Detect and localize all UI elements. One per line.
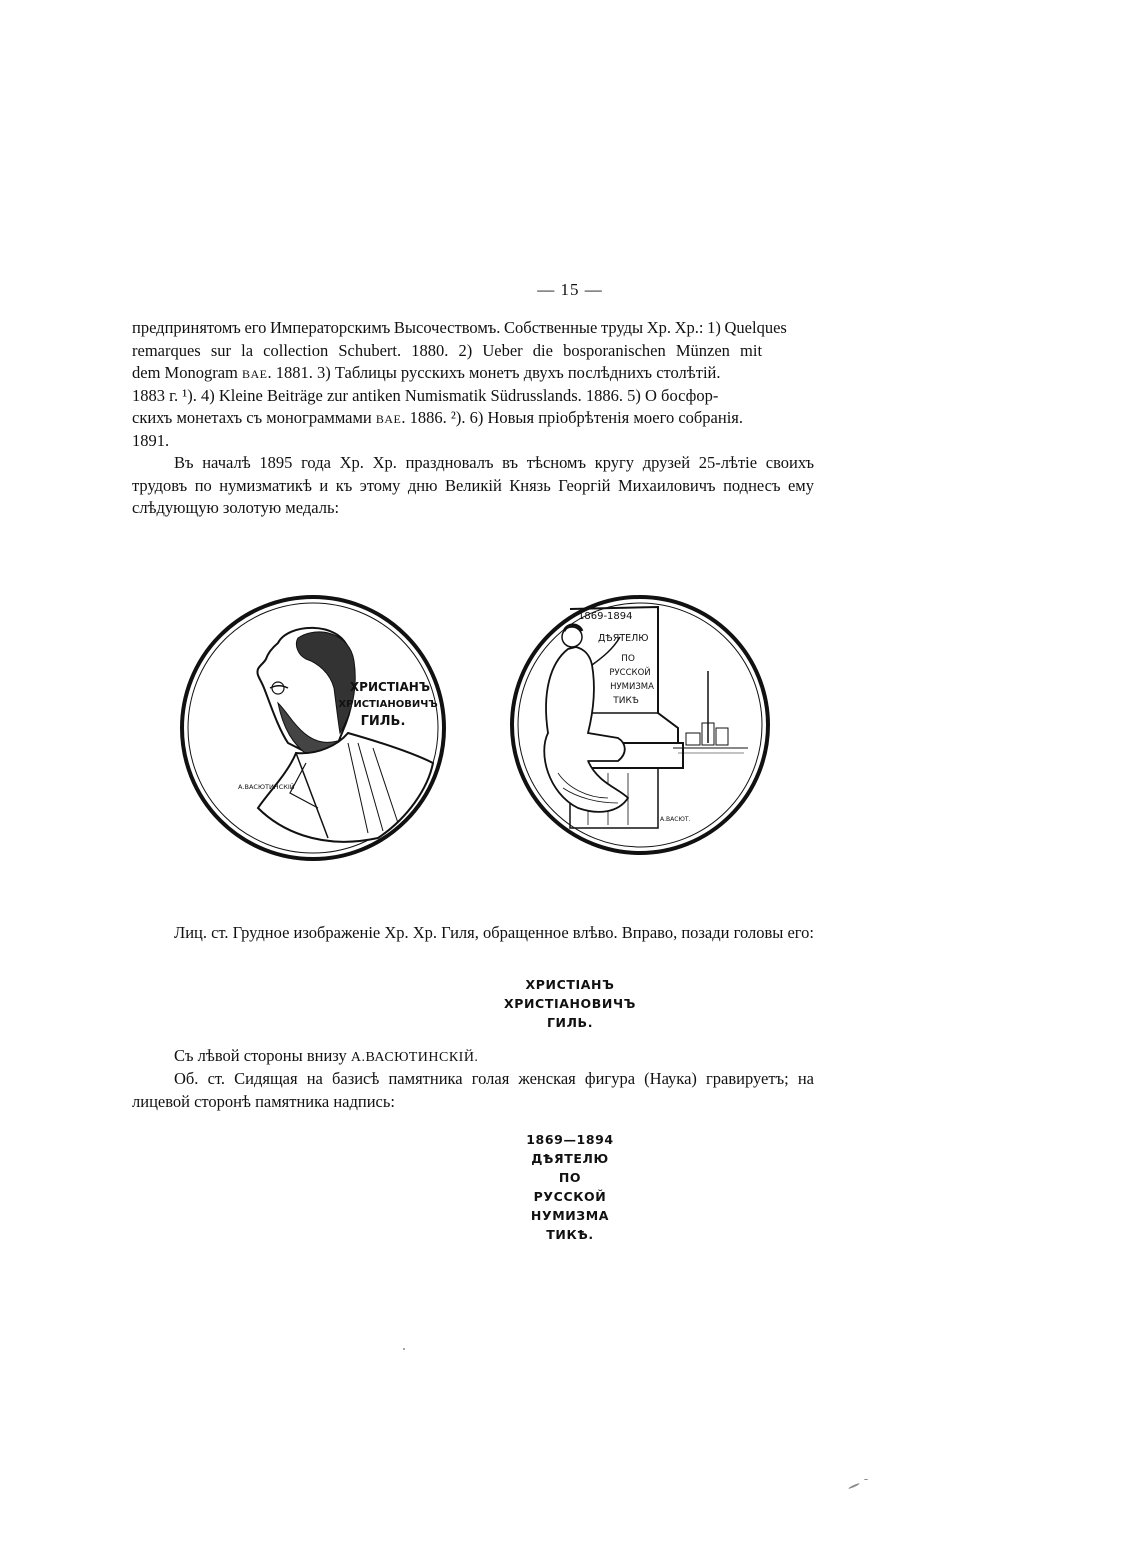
- obverse-inscription-line: ХРИСТІАНОВИЧЪ: [338, 699, 438, 710]
- obverse-inscription-line: ХРИСТІАНЪ: [349, 680, 431, 694]
- scan-speck: [864, 1479, 868, 1480]
- reverse-signature: А.ВАСЮТ.: [660, 816, 691, 823]
- works-line: [132, 362, 814, 385]
- works-line: 1891.: [132, 430, 170, 450]
- monogram-abbrev: bae: [241, 363, 268, 382]
- paragraph-anniversary: Въ началѣ 1895 года Хр. Хр. праздновалъ въ тѣсномъ кругу друзей 25-лѣтіе своихъ трудовъ по нумизматикѣ и къ этому дню Великій Князь Георгій Михаиловичъ поднесъ ему слѣдующую золотую медаль:: [132, 453, 814, 517]
- inscription-reverse: [0, 1130, 1140, 1244]
- scan-speck: [848, 1483, 860, 1490]
- inscription-line: ХРИСТІАНЪ: [525, 977, 615, 992]
- reverse-inscription-line: 1869-1894: [578, 611, 633, 622]
- medal-reverse: [508, 593, 772, 857]
- paragraph-works: [132, 317, 814, 452]
- inscription-line: ПО: [558, 1170, 582, 1185]
- reverse-inscription-line: РУССКОЙ: [609, 668, 651, 678]
- works-text: скихъ монетахъ съ монограммами: [132, 408, 376, 427]
- reverse-inscription-line: ПО: [621, 654, 635, 664]
- monogram-abbrev: bae: [375, 408, 402, 427]
- works-line: remarques sur la collection Schubert. 1880. 2) Ueber die bosporanischen Münzen mit: [132, 340, 763, 360]
- inscription-obverse: [0, 975, 1140, 1032]
- scan-speck: [403, 1348, 405, 1350]
- reverse-inscription-line: НУМИЗМА: [610, 682, 654, 692]
- signature-text: Съ лѣвой стороны внизу: [174, 1046, 351, 1065]
- signature-name: А.ВАСЮТИНСКІЙ.: [350, 1050, 479, 1065]
- inscription-line: ТИКѢ.: [546, 1227, 594, 1242]
- page-number: — 15 —: [537, 280, 603, 299]
- inscription-line: 1869—1894: [526, 1132, 614, 1147]
- works-text: . 1886. ²). 6) Новыя пріобрѣтенія моего собранія.: [401, 408, 744, 427]
- works-text: . 1881. 3) Таблицы русскихъ монетъ двухъ послѣднихъ столѣтій.: [267, 363, 721, 382]
- paragraph-signature: [132, 1045, 814, 1070]
- works-line: 1883 г. ¹). 4) Kleine Beiträge zur antiken Numismatik Südrusslands. 1886. 5) О босфор-: [132, 385, 719, 405]
- inscription-line: НУМИЗМА: [530, 1208, 610, 1223]
- paragraph-reverse-description: Об. ст. Сидящая на базисѣ памятника голая женская фигура (Наука) гравируетъ; на лицевой сторонѣ памятника надпись:: [132, 1069, 814, 1111]
- inscription-line: РУССКОЙ: [533, 1189, 607, 1204]
- reverse-inscription-line: ДѢЯТЕЛЮ: [598, 633, 649, 644]
- works-line: предпринятомъ его Императорскимъ Высочествомъ. Собственные труды Хр. Хр.: 1) Quelques: [132, 318, 787, 337]
- medal-obverse: [178, 593, 448, 863]
- works-text: dem Monogram: [132, 363, 242, 382]
- paragraph-obverse-description: Лиц. ст. Грудное изображеніе Хр. Хр. Гиля, обращенное влѣво. Вправо, позади головы его:: [174, 923, 814, 942]
- inscription-line: ДѢЯТЕЛЮ: [531, 1151, 609, 1166]
- inscription-line: ХРИСТІАНОВИЧЪ: [503, 996, 636, 1011]
- obverse-signature: А.ВАСЮТИНСКІЙ: [238, 783, 295, 791]
- reverse-inscription-line: ТИКѢ: [613, 696, 639, 706]
- inscription-line: ГИЛЬ.: [546, 1015, 594, 1030]
- obverse-inscription-line: ГИЛЬ.: [360, 714, 406, 729]
- works-line: [132, 407, 814, 430]
